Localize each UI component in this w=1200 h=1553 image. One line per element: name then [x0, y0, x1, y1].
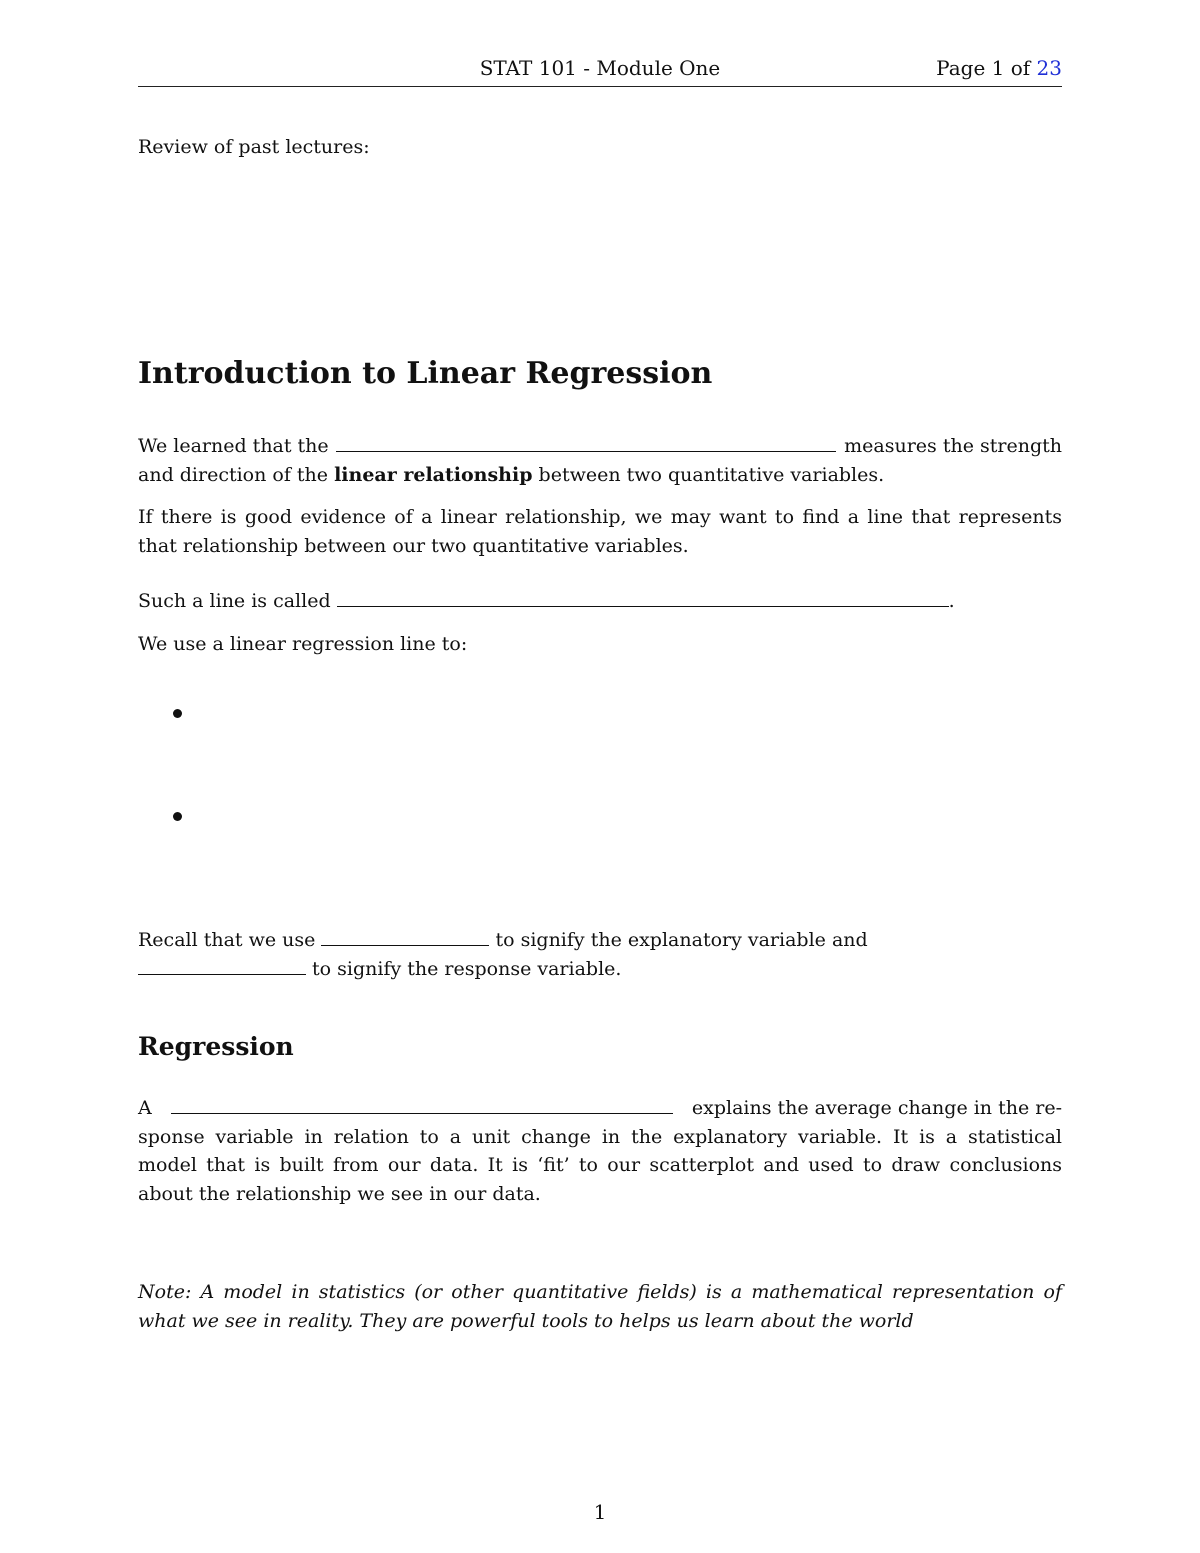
bullet-point-1 — [173, 709, 182, 718]
paragraph-uses: We use a linear regression line to: — [138, 633, 468, 655]
paragraph-line-called — [138, 587, 1062, 616]
paragraph-text: Such a line is called — [138, 590, 331, 612]
header-page-indicator — [936, 56, 1062, 80]
bold-term: linear relationship — [334, 463, 533, 486]
note-line: what we see in reality. They are powerful tools to helps us learn about the world — [138, 1309, 914, 1332]
paragraph-text: A — [138, 1097, 152, 1119]
paragraph-line: model that is built from our data. It is ‘fit’ to our scatterplot and used to draw conclusions — [138, 1154, 1062, 1176]
fill-in-blank — [321, 927, 489, 946]
paragraph-text: Recall that we use — [138, 929, 316, 951]
fill-in-blank — [171, 1095, 673, 1114]
paragraph-recall — [138, 926, 1062, 983]
fill-in-blank — [336, 433, 836, 452]
paragraph-line: about the relationship we see in our data. — [138, 1182, 541, 1205]
paragraph-line: that relationship between our two quantitative variables. — [138, 534, 689, 557]
paragraph-line: sponse variable in relation to a unit change in the explanatory variable. It is a statistical — [138, 1125, 1062, 1148]
paragraph-regression — [138, 1094, 1062, 1208]
section-heading-regression: Regression — [138, 1032, 294, 1061]
header-page-prefix: Page 1 of — [936, 56, 1031, 80]
section-heading-intro: Introduction to Linear Regression — [138, 356, 713, 391]
total-pages-link[interactable]: 23 — [1036, 56, 1062, 80]
bullet-point-2 — [173, 812, 182, 821]
fill-in-blank — [138, 956, 306, 975]
paragraph-text: to signify the response variable. — [312, 957, 622, 980]
review-label: Review of past lectures: — [138, 136, 370, 158]
paragraph-line-intro — [138, 503, 1062, 560]
header-title: STAT 101 - Module One — [479, 56, 721, 80]
paragraph-text: measures the strength — [844, 435, 1062, 457]
fill-in-blank — [337, 588, 949, 607]
paragraph-text: We learned that the — [138, 435, 329, 457]
paragraph-text: explains the average change in the re- — [691, 1097, 1062, 1119]
page-header — [138, 56, 1062, 87]
page-number: 1 — [593, 1500, 607, 1524]
note-paragraph — [138, 1278, 1062, 1335]
paragraph-text: to signify the explanatory variable and — [495, 929, 868, 951]
paragraph-text: between two quantitative variables. — [538, 463, 885, 486]
paragraph-correlation — [138, 432, 1062, 489]
paragraph-line: If there is good evidence of a linear relationship, we may want to find a line that represents — [138, 506, 1062, 528]
note-line: Note: A model in statistics (or other quantitative fields) is a mathematical representation of — [138, 1281, 1062, 1303]
paragraph-text: and direction of the — [138, 463, 329, 486]
period: . — [948, 590, 955, 612]
